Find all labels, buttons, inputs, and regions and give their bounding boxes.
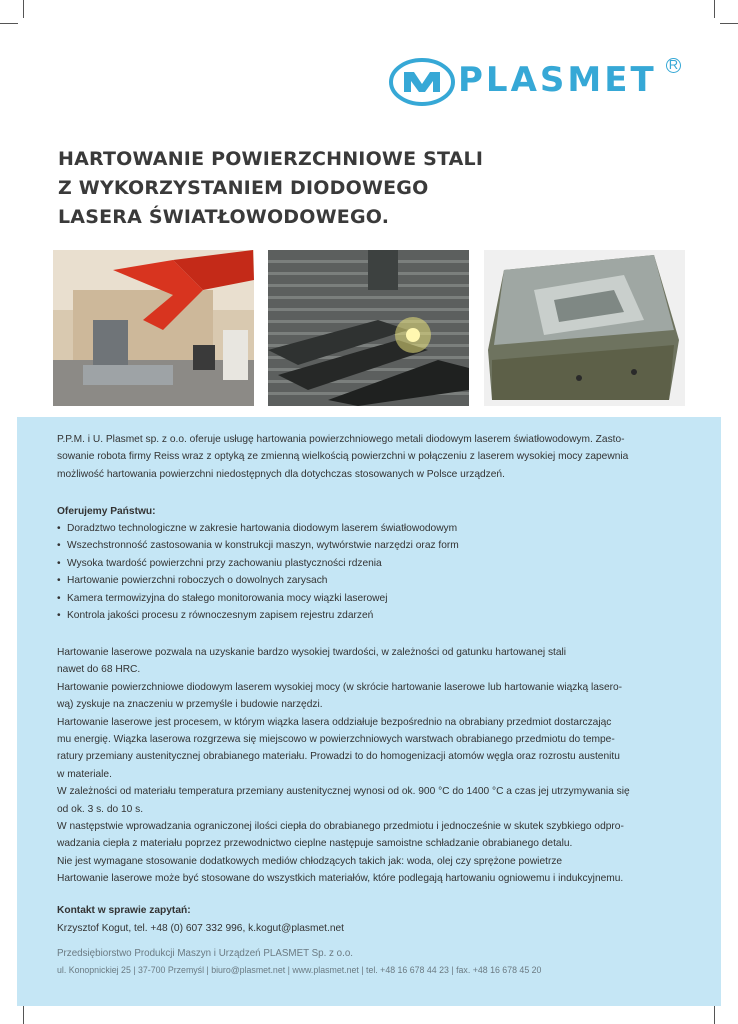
body-line: od ok. 3 s. do 10 s. (57, 803, 144, 815)
body-line: wadzania ciepła z materiału poprzez przewodnictwo cieplne następuje samoistne schładzanie obrabianego detalu. (57, 838, 573, 850)
body-line: Hartowanie powierzchniowe diodowym laserem wysokiej mocy (w skrócie hartowanie laserowe lub hartowanie wiązką lasero- (57, 681, 623, 693)
intro-line: P.P.M. i U. Plasmet sp. z o.o. oferuje usługę hartowania powierzchniowego metali diodowym laserem światłowodowym. Zasto- (57, 434, 625, 445)
laser-hardening-photo (268, 250, 469, 406)
list-item: • Doradztwo technologiczne w zakresie hartowania diodowym laserem światłowodowym (57, 520, 459, 537)
body-line: W następstwie wprowadzania ograniczonej ilości ciepła do obrabianego przedmiotu i jednocześnie w skutek szybkiego odpro- (57, 821, 624, 833)
intro-paragraph (57, 431, 659, 483)
plasmet-logo (388, 52, 688, 110)
body-line: Hartowanie laserowe jest procesem, w którym wiązka lasera oddziałuje bezpośrednio na obrabiany przedmiot dostarczając (57, 716, 612, 728)
body-line: mu energię. Wiązka laserowa rozgrzewa się miejscowo w powierzchniowych warstwach obrabianego przedmiotu do tempe- (57, 734, 615, 746)
body-line: Hartowanie laserowe pozwala na uzyskanie bardzo wysokiej twardości, w zależności od gatunku hartowanej stali (57, 647, 567, 658)
crop-mark (714, 1006, 715, 1024)
body-line: W zależności od materiału temperatura przemiany austenitycznej wynosi od ok. 900 °C do 1400 °C a czas jej utrzymywania się (57, 786, 630, 798)
list-item: • Wysoka twardość powierzchni przy zachowaniu plastyczności rdzenia (57, 555, 459, 572)
page-title (58, 145, 578, 232)
contact-line: Krzysztof Kogut, tel. +48 (0) 607 332 996, k.kogut@plasmet.net (57, 923, 344, 934)
company-name: Przedsiębiorstwo Produkcji Maszyn i Urządzeń PLASMET Sp. z o.o. (57, 948, 354, 959)
title-line: Z WYKORZYSTANIEM DIODOWEGO (58, 177, 429, 199)
steel-mould-photo (484, 250, 685, 406)
robot-cell-photo (53, 250, 254, 406)
title-line: HARTOWANIE POWIERZCHNIOWE STALI (58, 148, 484, 170)
offers-list (57, 520, 459, 624)
list-item: • Hartowanie powierzchni roboczych o dowolnych zarysach (57, 572, 459, 589)
body-line: ratury przemiany austenitycznej obrabianego materiału. Prowadzi to do homogenizacji atomów węgla oraz rozrostu austenitu (57, 751, 620, 763)
list-item: • Kontrola jakości procesu z równoczesnym zapisem rejestru zdarzeń (57, 607, 459, 624)
company-address: ul. Konopnickiej 25 | 37-700 Przemyśl | biuro@plasmet.net | www.plasmet.net | tel. +48 16 678 44 23 | fax. +48 16 678 45 20 (57, 965, 542, 975)
brand-name: PLASMET (458, 60, 657, 100)
list-item: • Wszechstronność zastosowania w konstrukcji maszyn, wytwórstwie narzędzi oraz form (57, 537, 459, 554)
body-line: nawet do 68 HRC. (57, 664, 141, 676)
crop-mark (720, 23, 738, 24)
body-line: Nie jest wymagane stosowanie dodatkowych mediów chłodzących takich jak: woda, olej czy sprężone powietrze (57, 855, 563, 867)
offers-heading: Oferujemy Państwu: (57, 506, 156, 517)
crop-mark (714, 0, 715, 18)
intro-line: sowanie robota firmy Reiss wraz z optyką ze zmienną wielkością powierzchni w połączeniu z laserem wysokiej mocy zapewnia (57, 451, 629, 463)
crop-mark (23, 0, 24, 18)
body-line: Hartowanie laserowe może być stosowane do wszystkich materiałów, które podlegają hartowaniu ogniowemu i indukcyjnemu. (57, 873, 624, 885)
title-line: LASERA ŚWIATŁOWODOWEGO. (58, 206, 390, 228)
body-line: w materiale. (57, 768, 112, 780)
intro-line: możliwość hartowania powierzchni niedostępnych dla dotychczas stosowanych w Polsce urządzeń. (57, 468, 505, 480)
body-line: wą) zyskuje na znaczeniu w przemyśle i budowie narzędzi. (57, 699, 323, 711)
registered-mark: R (666, 58, 681, 73)
list-item: • Kamera termowizyjna do stałego monitorowania mocy wiązki laserowej (57, 590, 459, 607)
body-text (57, 644, 659, 888)
plasmet-logo-icon (388, 56, 456, 108)
contact-heading: Kontakt w sprawie zapytań: (57, 905, 191, 916)
crop-mark (23, 1006, 24, 1024)
crop-mark (0, 23, 18, 24)
